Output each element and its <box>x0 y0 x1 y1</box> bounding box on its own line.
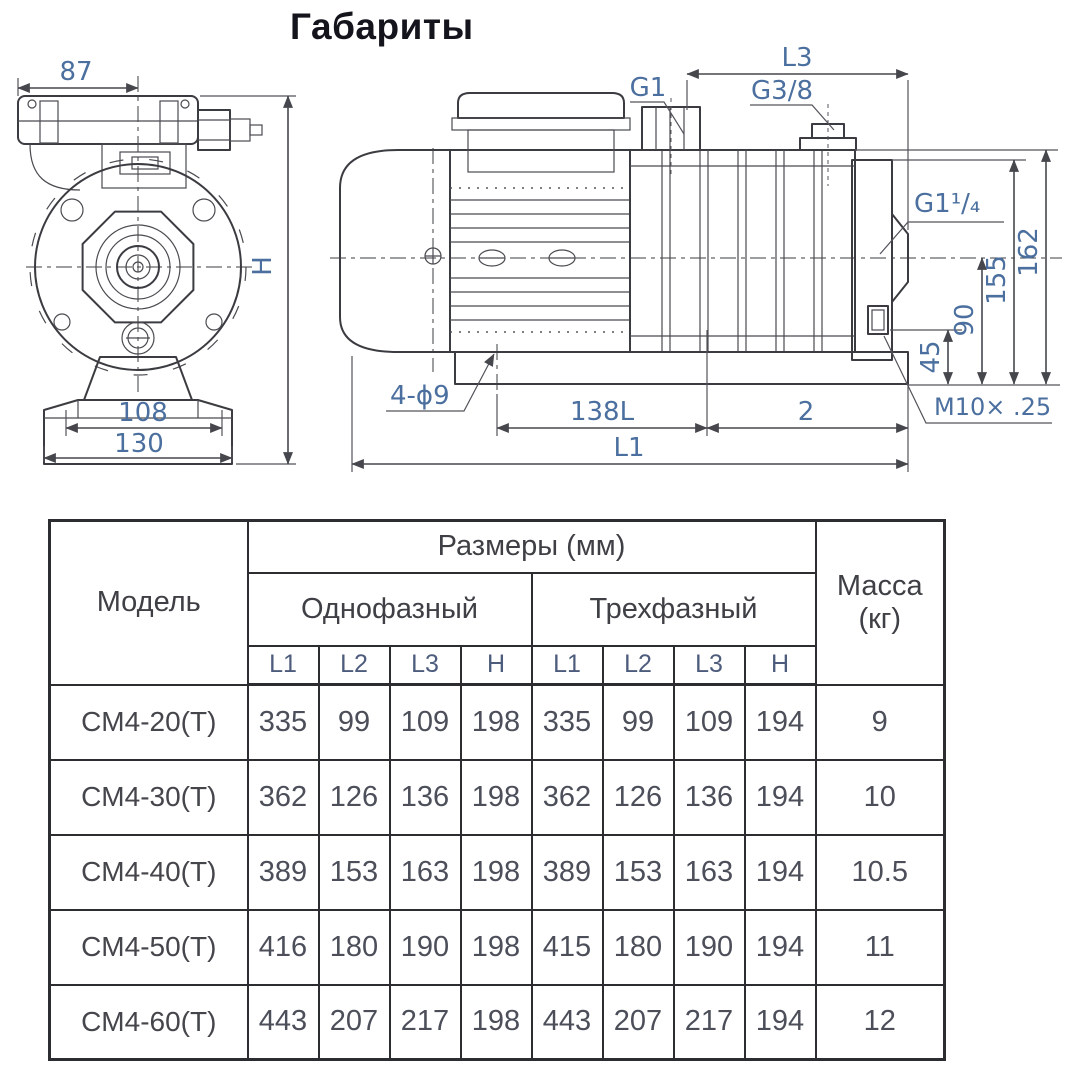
side-pump-casing <box>630 150 855 352</box>
dim-cell: 198 <box>461 760 532 835</box>
sub-header: L3 <box>674 646 745 685</box>
mass-header-line1: Масса <box>836 569 923 602</box>
mass-cell: 12 <box>816 985 945 1060</box>
dim-cell: 198 <box>461 985 532 1060</box>
dim-cell: 153 <box>603 835 674 910</box>
dim-cell: 362 <box>532 760 603 835</box>
dim-cell: 389 <box>532 835 603 910</box>
sub-header: L3 <box>390 646 461 685</box>
dim-cell: 198 <box>461 835 532 910</box>
table-row <box>50 910 945 985</box>
model-column-header: Модель <box>50 521 248 685</box>
table-row <box>50 760 945 835</box>
dim-label-130: 130 <box>114 429 164 459</box>
dim-cell: 163 <box>390 835 461 910</box>
label-g1: G1 <box>629 73 667 103</box>
dim-cell: 180 <box>319 910 390 985</box>
dim-cell: 194 <box>745 760 816 835</box>
side-drain-plug <box>868 306 888 334</box>
dim-cell: 198 <box>461 685 532 760</box>
dim-cell: 335 <box>248 685 319 760</box>
dimension-drawing <box>0 0 1080 510</box>
dim-cell: 126 <box>603 760 674 835</box>
sub-header: L1 <box>532 646 603 685</box>
dim-cell: 207 <box>319 985 390 1060</box>
side-foot <box>455 352 908 384</box>
dim-label-l1: L1 <box>613 433 645 463</box>
table-row <box>50 835 945 910</box>
dim-cell: 194 <box>745 985 816 1060</box>
dim-cell: 99 <box>319 685 390 760</box>
table-row <box>50 685 945 760</box>
dim-label-155: 155 <box>982 255 1012 305</box>
page-title: Габариты <box>290 6 474 47</box>
dim-label-87: 87 <box>59 57 93 87</box>
dim-cell: 335 <box>532 685 603 760</box>
dim-cell: 180 <box>603 910 674 985</box>
single-phase-header: Однофазный <box>248 573 532 646</box>
dim-label-108: 108 <box>118 398 168 428</box>
dimensions-table <box>48 519 946 1061</box>
front-view <box>18 57 296 464</box>
label-g38: G3/8 <box>751 76 813 106</box>
model-cell: CM4-50(T) <box>50 910 248 985</box>
dim-cell: 136 <box>390 760 461 835</box>
model-cell: CM4-60(T) <box>50 985 248 1060</box>
mass-cell: 9 <box>816 685 945 760</box>
side-terminal-box <box>452 93 630 172</box>
sub-header: L2 <box>603 646 674 685</box>
dim-cell: 99 <box>603 685 674 760</box>
sub-header: L1 <box>248 646 319 685</box>
dim-cell: 194 <box>745 835 816 910</box>
dim-cell: 389 <box>248 835 319 910</box>
dim-cell: 194 <box>745 910 816 985</box>
mass-header-line2: (кг) <box>858 602 902 635</box>
sub-header: H <box>461 646 532 685</box>
dim-cell: 194 <box>745 685 816 760</box>
dim-label-162: 162 <box>1014 227 1044 277</box>
dim-cell: 416 <box>248 910 319 985</box>
dim-label-45: 45 <box>916 340 946 374</box>
dim-cell: 136 <box>674 760 745 835</box>
side-view <box>330 43 1062 472</box>
side-motor <box>340 150 630 352</box>
dim-label-h: H <box>248 256 278 276</box>
model-cell: CM4-40(T) <box>50 835 248 910</box>
dim-label-l3: L3 <box>781 43 813 73</box>
dim-cell: 126 <box>319 760 390 835</box>
sub-header: L2 <box>319 646 390 685</box>
mass-cell: 11 <box>816 910 945 985</box>
dim-cell: 190 <box>390 910 461 985</box>
three-phase-header: Трехфазный <box>532 573 816 646</box>
dim-cell: 443 <box>532 985 603 1060</box>
mass-cell: 10.5 <box>816 835 945 910</box>
dim-cell: 109 <box>390 685 461 760</box>
dim-label-2: 2 <box>797 397 815 427</box>
dim-cell: 163 <box>674 835 745 910</box>
dim-cell: 217 <box>674 985 745 1060</box>
label-g114: G1¹/₄ <box>914 189 981 219</box>
dim-label-90: 90 <box>950 303 980 337</box>
dim-cell: 153 <box>319 835 390 910</box>
dim-cell: 415 <box>532 910 603 985</box>
sub-header: H <box>745 646 816 685</box>
side-fill-port <box>800 104 856 186</box>
mass-column-header <box>816 521 945 685</box>
dim-cell: 109 <box>674 685 745 760</box>
front-terminal-box <box>18 96 198 144</box>
dim-cell: 198 <box>461 910 532 985</box>
front-cable-gland <box>198 110 262 150</box>
dim-cell: 190 <box>674 910 745 985</box>
dim-cell: 443 <box>248 985 319 1060</box>
dim-cell: 217 <box>390 985 461 1060</box>
dim-cell: 362 <box>248 760 319 835</box>
mass-cell: 10 <box>816 760 945 835</box>
table-row <box>50 985 945 1060</box>
model-cell: CM4-20(T) <box>50 685 248 760</box>
dims-column-header: Размеры (мм) <box>248 521 816 573</box>
label-drain-thread: M10× .25 <box>934 393 1052 421</box>
model-cell: CM4-30(T) <box>50 760 248 835</box>
label-holes: 4-ϕ9 <box>390 381 450 411</box>
dim-label-138l: 138L <box>569 397 635 427</box>
dim-cell: 207 <box>603 985 674 1060</box>
